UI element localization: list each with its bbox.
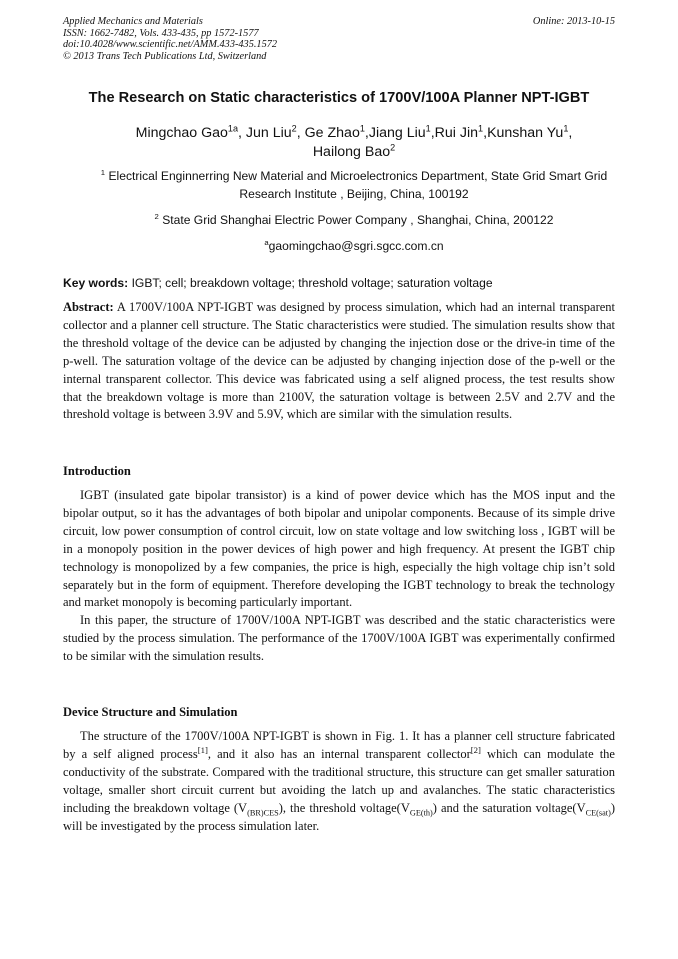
author: Ge Zhao — [304, 125, 360, 141]
author: Hailong Bao — [312, 144, 391, 160]
author-sup: 2 — [291, 123, 297, 134]
abstract-label: Abstract: — [63, 300, 114, 314]
affiliation-text: State Grid Shanghai Electric Power Company , Shanghai, China, 200122 — [162, 213, 554, 227]
copyright-line: © 2013 Trans Tech Publications Ltd, Switzerland — [63, 50, 267, 62]
affiliation-1 — [80, 167, 628, 203]
subscript: GE(th) — [409, 808, 433, 818]
text-run: The structure of the 1700V/100A NPT-IGBT is shown in Fig. 1. It has a planner cell structure fabricated by a self aligned process — [63, 729, 615, 761]
issn-line: ISSN: 1662-7482, Vols. 433-435, pp 1572-1577 — [63, 27, 259, 39]
author: Mingchao Gao — [135, 125, 228, 141]
section-heading-introduction: Introduction — [63, 464, 131, 478]
doi-line: doi:10.4028/www.scientific.net/AMM.433-435.1572 — [63, 39, 278, 50]
abstract — [63, 299, 615, 424]
citation-1[interactable]: [1] — [197, 744, 208, 755]
author-list — [80, 124, 628, 162]
text-run: ), the threshold voltage(V — [278, 800, 410, 815]
author-sup: 1 — [478, 123, 484, 134]
abstract-paragraph — [63, 299, 615, 424]
affiliation-mark: 1 — [100, 167, 106, 177]
author-sup: 1 — [425, 123, 431, 134]
author-sup: 1 — [563, 123, 569, 134]
affiliation-mark: 2 — [154, 211, 159, 221]
text-run: ) will be investigated by the process simulation later. — [63, 800, 615, 833]
journal-name: Applied Mechanics and Materials — [63, 16, 203, 27]
text-run: , and it also has an internal transparent collector — [207, 746, 471, 761]
author: Jun Liu — [245, 125, 292, 141]
keywords — [63, 276, 623, 290]
author-sup: 1a — [227, 123, 239, 134]
author-sep: , — [238, 125, 246, 141]
intro-paragraph-1: IGBT (insulated gate bipolar transistor) is a kind of power device which has the MOS input and the bipolar output, so it has the advantages of both bipolar and unipolar components. Because of its simple drive circuit, low power consumption of control circuit, low on state voltage and low switching loss , IGBT will be in a monopoly position in the power devices of high power and high frequency. At present the IGBT chip technology is monopolized by a few companies, the price is high, especially the high voltage chip isn’t sold separately but in the form of equipment. Therefore developing the IGBT technology to break the technology and market monopoly is becoming particularly important. — [63, 488, 615, 610]
subscript: (BR)CES — [247, 808, 279, 818]
affiliation-2 — [80, 211, 628, 229]
abstract-text: A 1700V/100A NPT-IGBT was designed by process simulation, which had an internal transparent collector and a planner cell structure. The Static characteristics were studied. The simulation results show that the threshold voltage of the device can be adjusted by changing the injection dose or the drive-in time of the p-well. The saturation voltage of the device can be adjusted by changing injection dose of the p-well or the internal transparent collector. This device was fabricated using a self aligned process, the test results show that the breakdown voltage is more than 2100V, the saturation voltage is between 2.5V and 2.7V and the threshold voltage is between 3.9V and 5.9V, which are similar with the simulation results. — [63, 300, 616, 422]
subscript: CE(sat) — [585, 808, 611, 818]
author-sep: , — [296, 125, 305, 141]
online-date: Online: 2013-10-15 — [532, 16, 615, 27]
author: Jiang Liu — [368, 125, 426, 141]
affiliation-text: Electrical Enginnerring New Material and Microelectronics Department, State Grid Smart Grid Research Institute , Beijing, China, 100192 — [108, 169, 608, 201]
text-run: which can modulate the conductivity of the substrate. Compared with the traditional structure, this structure can get smaller saturation voltage, smaller short circuit current but avoiding the latch up and avalanches. The static characteristics including the breakdown voltage (V — [63, 746, 615, 815]
intro-paragraph-2: In this paper, the structure of 1700V/100A NPT-IGBT was described and the static characteristics were studied by the process simulation. The performance of the 1700V/100A IGBT was experimentally confirmed to be similar with the simulation results. — [63, 613, 615, 664]
author-sup: 2 — [390, 142, 396, 153]
email-mark: a — [264, 237, 269, 247]
email-link[interactable]: gaomingchao@sgri.sgcc.com.cn — [268, 239, 444, 253]
author-sep: , — [568, 125, 573, 141]
device-structure-body — [63, 728, 615, 835]
text-run: ) and the saturation voltage(V — [432, 800, 586, 815]
section-heading-device-structure: Device Structure and Simulation — [63, 705, 238, 719]
introduction-body — [63, 487, 615, 666]
author-sup: 1 — [359, 123, 365, 134]
keywords-label: Key words: — [63, 276, 129, 290]
author-email — [80, 237, 628, 255]
device-structure-paragraph — [63, 728, 615, 835]
author-sep: , — [483, 125, 488, 141]
paper-title: The Research on Static characteristics of 1700V/100A Planner NPT-IGBT — [88, 90, 590, 106]
author-sep: , — [364, 125, 369, 141]
keywords-text: IGBT; cell; breakdown voltage; threshold voltage; saturation voltage — [131, 276, 493, 290]
author-sep: , — [430, 125, 435, 141]
citation-2[interactable]: [2] — [470, 744, 481, 755]
author: Rui Jin — [434, 125, 479, 141]
author: Kunshan Yu — [487, 125, 564, 141]
journal-header — [63, 16, 615, 62]
